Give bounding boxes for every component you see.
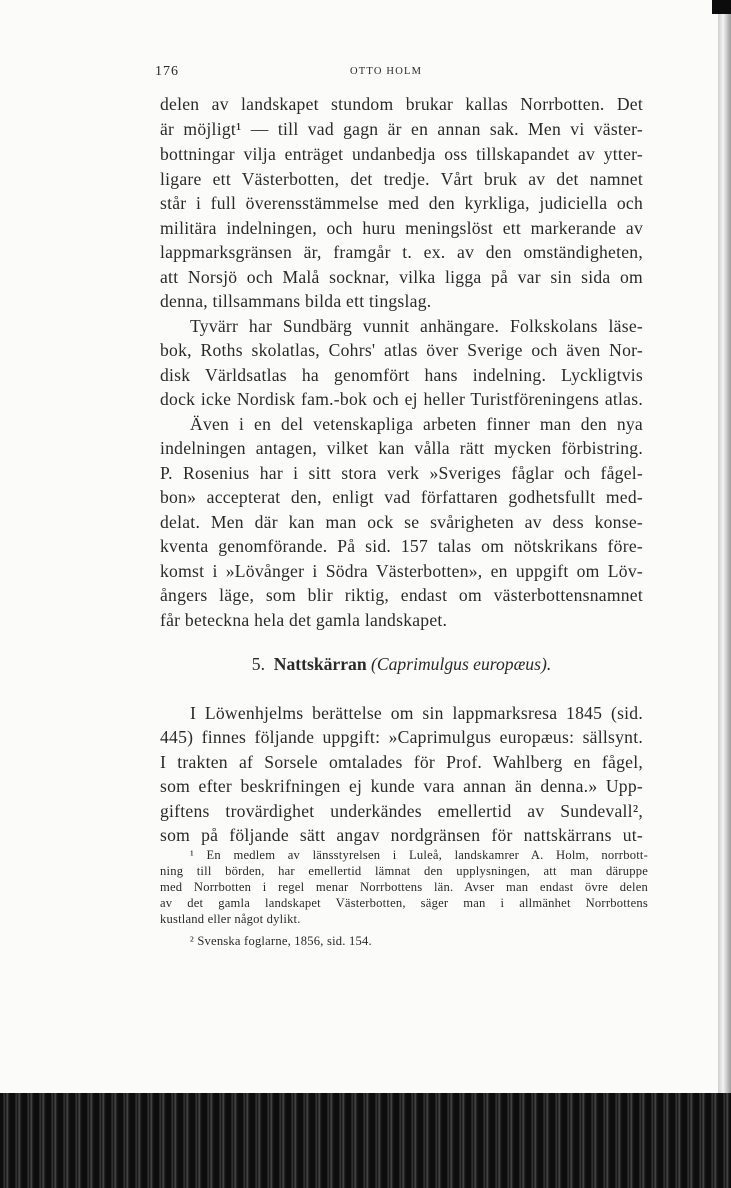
- scan-corner: [712, 0, 731, 14]
- footnote-line: ¹ En medlem av länsstyrelsen i Luleå, landskamrer A. Holm, norrbott-: [190, 848, 648, 862]
- body-line: får beteckna hela det gamla landskapet.: [160, 610, 448, 630]
- body-line: denna, tillsammans bilda ett tingslag.: [160, 291, 432, 311]
- body-line: Även i en del vetenskapliga arbeten finner man den nya: [190, 414, 643, 434]
- body-line: bon» accepterat den, enligt vad författaren godhetsfullt med-: [160, 487, 643, 507]
- body-line: Tyvärr har Sundbärg vunnit anhängare. Folkskolans läse-: [190, 316, 643, 336]
- section-line: som efter beskrifningen ej kunde vara annan än denna.» Upp-: [160, 776, 643, 796]
- footnote-line: med Norrbotten i regel menar Norrbottens län. Avser man endast övre delen: [160, 880, 648, 894]
- section-line: giftens trovärdighet underkändes emellertid av Sundevall²,: [160, 801, 643, 821]
- body-line: P. Rosenius har i sitt stora verk »Sveriges fåglar och fågel-: [160, 463, 643, 483]
- section-number: 5.: [251, 654, 265, 674]
- page-edge-shadow: [718, 0, 731, 1093]
- section-line: som på följande sätt angav nordgränsen för nattskärrans ut-: [160, 825, 643, 845]
- body-line: ligare ett Västerbotten, det tredje. Vårt bruk av det namnet: [160, 169, 643, 189]
- scan-background: [0, 1093, 731, 1188]
- page-header: [155, 64, 645, 82]
- body-line: komst i »Lövånger i Södra Västerbotten», en uppgift om Löv-: [160, 561, 643, 581]
- body-line: är möjligt¹ — till vad gagn är en annan sak. Men vi väster-: [160, 119, 643, 139]
- body-line: kventa genomförande. På sid. 157 talas om nötskrikans före-: [160, 536, 643, 556]
- body-line: disk Världsatlas ha genomfört hans indelning. Lyckligtvis: [160, 365, 643, 385]
- body-line: dock icke Nordisk fam.-bok och ej heller Turistföreningens atlas.: [160, 389, 643, 409]
- footnote-line: av det gamla landskapet Västerbotten, säger man i allmänhet Norrbottens: [160, 896, 648, 910]
- footnote-line: kustland eller något dylikt.: [160, 912, 301, 926]
- body-line: militära indelningen, och huru meningslöst ett markerande av: [160, 218, 643, 238]
- body-line: delat. Men där kan man ock se svårigheten av dess konse-: [160, 512, 643, 532]
- section-line: I trakten af Sorsele omtalades för Prof. Wahlberg en fågel,: [160, 752, 643, 772]
- page-number: 176: [155, 64, 179, 79]
- section-line: I Löwenhjelms berättelse om sin lappmarksresa 1845 (sid.: [190, 703, 643, 723]
- body-line: ångers läge, som blir riktig, endast om västerbottensnamnet: [160, 585, 643, 605]
- section-line: 445) finnes följande uppgift: »Caprimulgus europæus: sällsynt.: [160, 727, 643, 747]
- body-line: indelningen antagen, vilket kan vålla rätt mycken förbistring.: [160, 438, 643, 458]
- body-line: lappmarksgränsen är, framgår t. ex. av den omständigheten,: [160, 242, 643, 262]
- body-line: står i full överensstämmelse med den kyrkliga, judiciella och: [160, 193, 643, 213]
- section-heading: [160, 652, 643, 676]
- section-title: Nattskärran: [273, 654, 367, 674]
- section-latin-name: (Caprimulgus europæus).: [371, 654, 552, 674]
- footnote-line: ² Svenska foglarne, 1856, sid. 154.: [190, 934, 372, 948]
- body-line: att Norsjö och Malå socknar, vilka ligga på var sin sida om: [160, 267, 643, 287]
- body-line: bok, Roths skolatlas, Cohrs' atlas över Sverige och även Nor-: [160, 340, 643, 360]
- footnote-line: ning till börden, har emellertid lämnat den upplysningen, att man däruppe: [160, 864, 648, 878]
- body-line: bottningar vilja enträget undanbedja oss tillskapandet av ytter-: [160, 144, 643, 164]
- body-line: delen av landskapet stundom brukar kallas Norrbotten. Det: [160, 94, 643, 114]
- running-head: OTTO HOLM: [350, 66, 423, 77]
